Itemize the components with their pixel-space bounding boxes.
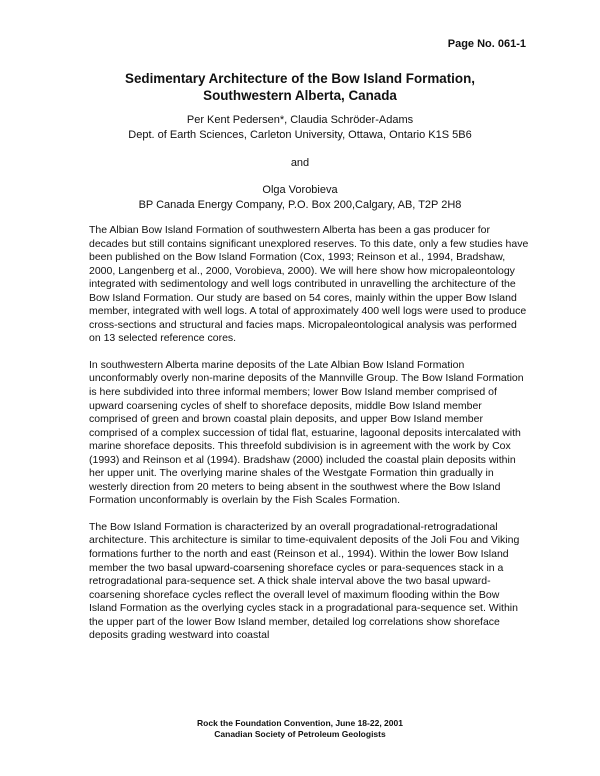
author-affiliation-2: BP Canada Energy Company, P.O. Box 200,Calgary, AB, T2P 2H8	[138, 199, 462, 211]
page-number: Page No. 061-1	[447, 38, 526, 50]
footer-line-2: Canadian Society of Petroleum Geologists	[214, 729, 386, 739]
author-names-2: Olga Vorobieva	[262, 184, 338, 196]
body-paragraph-1: The Albian Bow Island Formation of southwestern Alberta has been a gas producer for decades but still contains significant unexplored reserves. To this date, only a few studies have been published on the Bow Island Formation (Cox, 1993; Reinson et al., 1994, Bradshaw, 2000, Langenberg et al., 2000, Vorobieva, 2000). We will here show how micropaleontology integrated with sedimentology and well logs contributed in unravelling the architecture of the Bow Island Formation. Our study are based on 54 cores, mainly within the upper Bow Island member, integrated with well logs. A total of approximately 400 well logs were used to produce cross-sections and structural and facies maps. Micropaleontological analysis was performed on 13 selected reference cores.	[89, 224, 529, 345]
author-affiliation-1: Dept. of Earth Sciences, Carleton University, Ottawa, Ontario K1S 5B6	[128, 129, 472, 141]
body-paragraph-2: In southwestern Alberta marine deposits of the Late Albian Bow Island Formation unconformably overly non-marine deposits of the Mannville Group. The Bow Island Formation is here subdivided into three informal members; lower Bow Island member comprised of upward coarsening cycles of shelf to shoreface deposits, middle Bow Island member comprised of green and brown coastal plain deposits, and upper Bow Island member comprised of a complex succession of tidal flat, estuarine, lagoonal deposits intercalated with marine shoreface deposits. This threefold subdivision is in agreement with the work by Cox (1993) and Reinson et al (1994). Bradshaw (2000) included the coastal plain deposits within her upper unit. The overlying marine shales of the Westgate Formation thin gradually in westerly direction from 20 meters to being absent in the southwest where the Bow Island Formation unconformably is overlain by the Fish Scales Formation.	[89, 358, 524, 507]
title-line-2: Southwestern Alberta, Canada	[203, 88, 397, 103]
author-block-1	[0, 113, 600, 143]
paper-title	[0, 70, 600, 104]
page-footer	[0, 718, 600, 740]
body-paragraph-3: The Bow Island Formation is characterized by an overall progradational-retrogradational architecture. This architecture is similar to time-equivalent deposits of the Joli Fou and Viking formations further to the north and east (Reinson et al., 1994). Within the lower Bow Island member the two basal upward-coarsening shoreface cycles or para-sequences stack in a retrogradational para-sequence set. A thick shale interval above the two basal upward-coarsening shoreface cycles reflect the overall level of maximum flooding within the Bow Island Formation as the overlying cycles stack in a progradational para-sequence set. Within the upper part of the lower Bow Island member, detailed log correlations show shoreface deposits grading westward into coastal	[89, 520, 520, 642]
abstract-body	[89, 224, 529, 656]
author-names-1: Per Kent Pedersen*, Claudia Schröder-Adams	[186, 114, 414, 126]
author-block-2	[0, 183, 600, 213]
title-line-1: Sedimentary Architecture of the Bow Island Formation,	[125, 71, 475, 86]
author-conjunction: and	[290, 157, 310, 169]
footer-line-1: Rock the Foundation Convention, June 18-22, 2001	[197, 718, 403, 728]
